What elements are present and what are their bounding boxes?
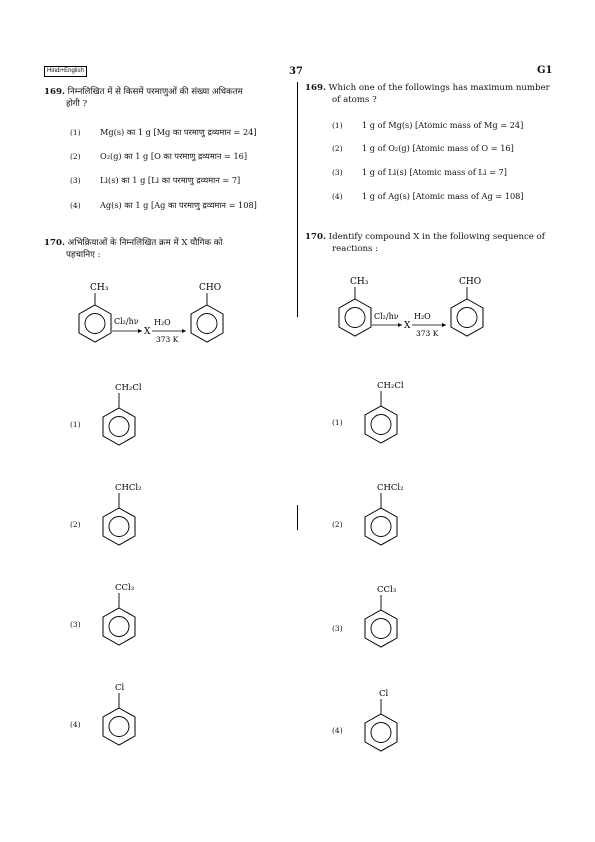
benzene-ring-icon — [103, 408, 135, 445]
substituent-ccl3: CCl₃ — [377, 585, 397, 595]
temperature-373k: 373 K — [416, 329, 439, 338]
hindi-q170-option-2-structure[interactable] — [95, 478, 155, 550]
reagent-cl2-hv: Cl₂/hν — [114, 317, 139, 326]
substituent-chcl2: CHCl₂ — [377, 483, 404, 493]
benzene-ring-icon — [365, 610, 397, 647]
product-cho: CHO — [459, 277, 482, 287]
english-q170-option-2-structure[interactable] — [357, 478, 417, 550]
english-q169-option-1[interactable]: (1) 1 g of Mg(s) [Atomic mass of Mg = 24] — [332, 120, 524, 130]
english-q169-option-2[interactable]: (2) 1 g of O₂(g) [Atomic mass of O = 16] — [332, 143, 514, 153]
substituent-cl: Cl — [115, 683, 125, 693]
benzene-ring-icon — [365, 508, 397, 545]
benzene-ring-icon — [103, 508, 135, 545]
english-q170-option-3-structure[interactable] — [357, 580, 417, 652]
benzene-ring-icon — [339, 299, 371, 336]
hindi-q169-option-3[interactable]: (3) Li(s) का 1 g [Li का परमाणु द्रव्यमान = 7] — [70, 175, 241, 185]
benzene-ring-icon — [365, 406, 397, 443]
benzene-ring-icon — [79, 305, 111, 342]
reagent-h2o: H₂O — [414, 312, 431, 321]
substituent-chcl2: CHCl₂ — [115, 483, 142, 493]
temperature-373k: 373 K — [156, 335, 179, 344]
english-q170-option-1-number[interactable]: (1) — [332, 418, 343, 427]
benzene-ring-icon — [365, 714, 397, 751]
hindi-q170-stem: 170. अभिक्रियाओं के निम्नलिखित क्रम में X यौगिक को पहचानिए : — [44, 238, 223, 260]
column-divider — [297, 82, 298, 317]
reactant-ch3: CH₃ — [90, 283, 109, 293]
benzene-ring-icon — [451, 299, 483, 336]
booklet-code: G1 — [537, 65, 553, 76]
substituent-ccl3: CCl₃ — [115, 583, 135, 593]
reactant-ch3: CH₃ — [350, 277, 369, 287]
english-q169-option-4[interactable]: (4) 1 g of Ag(s) [Atomic mass of Ag = 108] — [332, 191, 524, 201]
intermediate-x: X — [404, 321, 411, 331]
hindi-q169-option-4[interactable]: (4) Ag(s) का 1 g [Ag का परमाणु द्रव्यमान = 108] — [70, 200, 257, 210]
substituent-ch2cl: CH₂Cl — [115, 383, 142, 393]
english-q170-option-4-number[interactable]: (4) — [332, 726, 343, 735]
arrow-1-head — [138, 329, 142, 333]
hindi-q170-option-4-structure[interactable] — [95, 678, 155, 750]
hindi-q170-option-3-number[interactable]: (3) — [70, 620, 81, 629]
hindi-q170-option-1-number[interactable]: (1) — [70, 420, 81, 429]
page-number: 37 — [289, 66, 303, 77]
arrow-2-head — [182, 329, 186, 333]
english-reaction-scheme — [320, 270, 500, 350]
reagent-cl2-hv: Cl₂/hν — [374, 312, 399, 321]
hindi-q169-option-1[interactable]: (1) Mg(s) का 1 g [Mg का परमाणु द्रव्यमान = 24] — [70, 127, 257, 137]
hindi-q170-option-4-number[interactable]: (4) — [70, 720, 81, 729]
english-q170-option-1-structure[interactable] — [357, 376, 417, 448]
english-q170-option-3-number[interactable]: (3) — [332, 624, 343, 633]
benzene-ring-icon — [103, 608, 135, 645]
reagent-h2o: H₂O — [154, 318, 171, 327]
language-tag: Hindi+English — [44, 66, 87, 77]
english-q169-option-3[interactable]: (3) 1 g of Li(s) [Atomic mass of Li = 7] — [332, 167, 507, 177]
hindi-q169-option-2[interactable]: (2) O₂(g) का 1 g [O का परमाणु द्रव्यमान = 16] — [70, 151, 248, 161]
english-q170-option-2-number[interactable]: (2) — [332, 520, 343, 529]
intermediate-x: X — [144, 327, 151, 337]
english-q170-stem: 170. Identify compound X in the following sequence of reactions : — [305, 232, 545, 254]
hindi-q170-option-1-structure[interactable] — [95, 378, 155, 450]
benzene-ring-icon — [103, 708, 135, 745]
hindi-reaction-scheme — [60, 276, 240, 356]
english-q169-stem: 169. Which one of the followings has maximum number of atoms ? — [305, 83, 550, 105]
column-divider-lower — [297, 505, 298, 530]
hindi-q170-option-3-structure[interactable] — [95, 578, 155, 650]
hindi-q170-option-2-number[interactable]: (2) — [70, 520, 81, 529]
product-cho: CHO — [199, 283, 222, 293]
substituent-ch2cl: CH₂Cl — [377, 381, 404, 391]
benzene-ring-icon — [191, 305, 223, 342]
english-q170-option-4-structure[interactable] — [357, 684, 417, 756]
hindi-q169-stem: 169. निम्नलिखित में से किसमें परमाणुओं की संख्या अधिकतम होगी ? — [44, 87, 243, 109]
substituent-cl: Cl — [379, 689, 389, 699]
